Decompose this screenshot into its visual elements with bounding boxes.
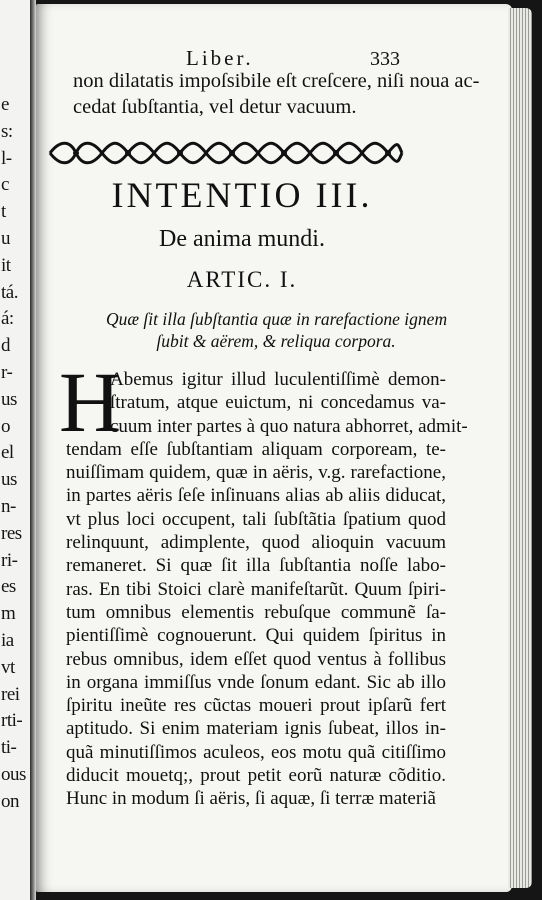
margin-text-fragment: r- — [1, 362, 13, 383]
running-title: Liber. — [186, 46, 254, 70]
margin-text-fragment: d — [1, 335, 10, 357]
body-line: aptitudo. Si enim materiam ignis ſubeat, illos in- — [66, 718, 446, 740]
body-line: ſpiritu ineũte res cũctas moueri prout ipſarũ fert — [66, 695, 446, 717]
previous-page-edge — [0, 0, 32, 900]
margin-text-fragment: m — [1, 603, 16, 625]
margin-text-fragment: us — [1, 388, 17, 410]
argument-line: Quæ ſit illa ſubſtantia quæ in rarefactione ignem — [106, 309, 448, 329]
body-line: nuiſſimam quidem, quæ in aëris, v.g. rarefactione, — [66, 462, 446, 484]
carryover-line: cedat ſubſtantia, vel detur vacuum. — [73, 96, 357, 118]
margin-text-fragment: tá. — [1, 281, 18, 303]
body-line: Abemus igitur illud luculentiſſimè demon- — [110, 369, 446, 390]
body-paragraph — [66, 368, 468, 811]
margin-text-fragment: á: — [1, 308, 14, 330]
body-line: pientiſſimè cognouerunt. Qui quidem ſpiritus in — [66, 625, 446, 647]
carryover-line: non dilatatis impoſsibile eſt creſcere, niſi noua ac- — [73, 70, 480, 92]
body-line: tum omnibus elementis rebuſque communẽ ſa- — [66, 601, 446, 623]
margin-text-fragment: ia — [1, 630, 14, 651]
argument-line: ſubit & aërem, & reliqua corpora. — [156, 331, 396, 351]
margin-text-fragment: s: — [1, 120, 13, 142]
book-page — [36, 4, 512, 892]
margin-text-fragment: es — [1, 576, 16, 598]
body-line: diducit mouetq;, prout petit eorũ naturæ cõditio. — [66, 765, 446, 787]
article-heading: ARTIC. I. — [186, 267, 298, 292]
body-line: in organa immiſſus vnde ſonum edant. Sic ab illo — [66, 671, 446, 693]
margin-text-fragment: rti- — [1, 710, 23, 732]
body-line: remaneret. Si quæ ſit illa ſubſtantia noſſe labo- — [66, 555, 446, 577]
body-line: vt plus loci occupent, tali ſubſtãtia ſpatium quod — [66, 508, 446, 530]
body-line: relinquunt, adimplente, quod alioquin vacuum — [66, 532, 446, 554]
margin-text-fragment: n- — [1, 496, 16, 517]
body-line: quã minutiſſimos aculeos, eos motu quã citiſſimo — [66, 741, 446, 763]
margin-text-fragment: el — [1, 442, 14, 464]
body-line: cuum inter partes à quo natura abhorret, admit- — [110, 415, 468, 437]
margin-text-fragment: ri- — [1, 549, 18, 571]
body-line: in partes aëris ſeſe inſinuans alias ab aliis diducat, — [66, 485, 446, 507]
margin-text-fragment: res — [1, 522, 22, 544]
body-line: ſtratum, atque euictum, ni concedamus va- — [110, 392, 446, 414]
section-title: INTENTIO III. — [111, 175, 373, 215]
decorative-ornament-band — [46, 136, 406, 170]
drop-cap: H — [59, 354, 122, 450]
section-subtitle: De anima mundi. — [159, 226, 325, 252]
body-line: ras. En tibi Stoici clarè manifeſtarũt. Quum ſpiri- — [66, 578, 446, 600]
margin-text-fragment: on — [1, 790, 19, 812]
carryover-text — [73, 68, 480, 120]
body-line: Hunc in modum ſi aëris, ſi aquæ, ſi terræ materiã — [66, 788, 436, 810]
margin-text-fragment: rei — [1, 683, 20, 705]
margin-text-fragment: ous — [1, 764, 26, 785]
margin-text-fragment: l- — [1, 147, 12, 169]
margin-text-fragment: ti- — [1, 737, 17, 759]
margin-text-fragment: c — [1, 174, 9, 196]
margin-text-fragment: it — [1, 254, 11, 276]
margin-text-fragment: us — [1, 469, 17, 491]
article-argument — [106, 308, 446, 352]
margin-text-fragment: t — [1, 201, 6, 223]
margin-text-fragment: vt — [1, 656, 15, 678]
margin-text-fragment: e — [1, 94, 9, 115]
body-line: rebus omnibus, idem eſſet quod ventus à follibus — [66, 648, 446, 670]
margin-text-fragment: o — [1, 415, 10, 437]
body-line: tendam eſſe ſubſtantiam aliquam corpoream, te- — [66, 438, 446, 460]
page-fore-edges — [508, 8, 532, 888]
page-number: 333 — [370, 48, 400, 70]
margin-text-fragment: u — [1, 228, 10, 249]
